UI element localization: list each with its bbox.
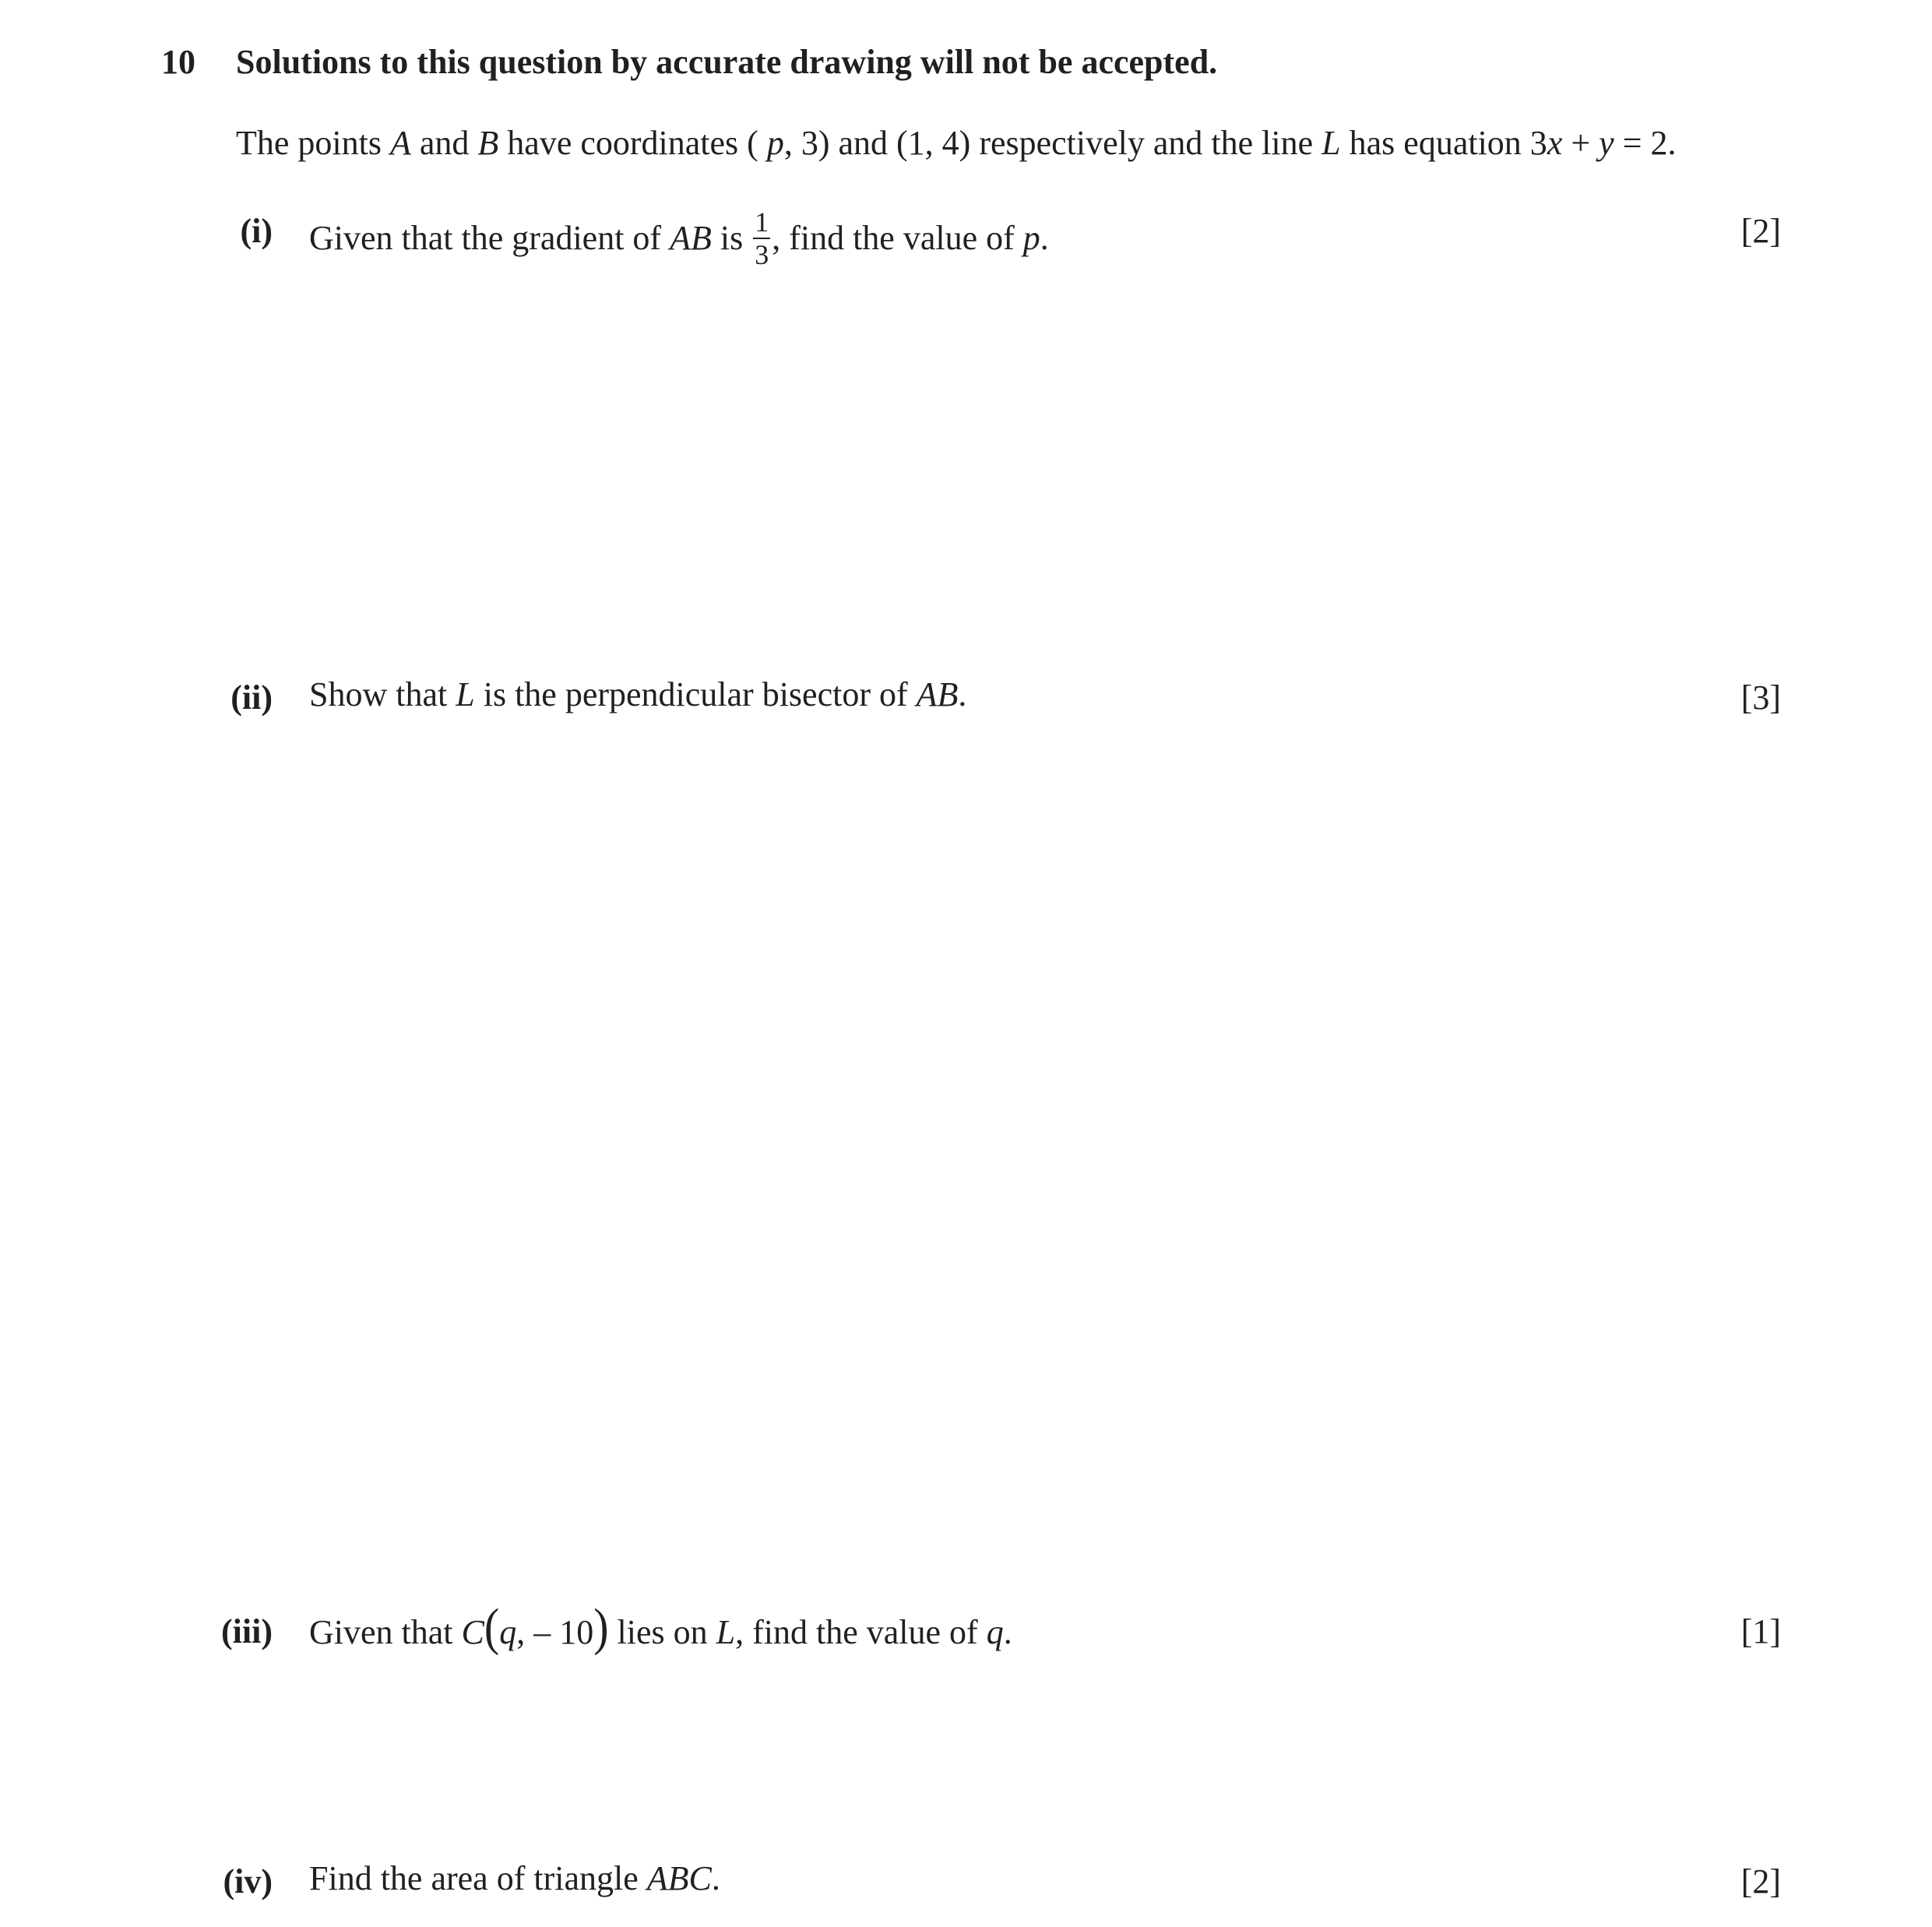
part-text: Show that	[309, 675, 456, 713]
fraction-numerator: 1	[755, 206, 769, 238]
point-c: C	[461, 1613, 484, 1651]
part-text: .	[711, 1859, 720, 1897]
variable-p: p	[1022, 219, 1040, 258]
point-a: A	[389, 124, 411, 162]
part-iv-marks: [2]	[1740, 1862, 1781, 1901]
variable-q: q	[499, 1613, 517, 1651]
triangle-abc: ABC	[646, 1859, 712, 1897]
intro-text: and	[410, 124, 478, 162]
left-paren: (	[484, 1598, 500, 1656]
part-text: .	[1003, 1613, 1012, 1651]
part-ii-marks: [3]	[1740, 678, 1781, 717]
question-instruction: Solutions to this question by accurate drawing will not be accepted.	[236, 43, 1218, 81]
part-text: , – 10	[516, 1613, 594, 1651]
intro-text: , 3) and (1, 4) respectively and the line	[783, 124, 1322, 162]
question-intro	[236, 126, 1677, 160]
variable-y: y	[1599, 124, 1614, 162]
part-i-label: (i)	[240, 212, 273, 250]
fraction-one-third	[753, 208, 770, 269]
equation-text: +	[1562, 124, 1599, 162]
fraction-denominator: 3	[755, 239, 769, 270]
variable-x: x	[1547, 124, 1563, 162]
question-number: 10	[161, 43, 195, 81]
variable-q: q	[986, 1613, 1004, 1651]
part-text: Given that	[309, 1613, 462, 1651]
part-iii-text	[309, 1598, 1012, 1656]
part-text: is the perpendicular bisector of	[474, 675, 917, 713]
line-l: L	[456, 675, 475, 713]
part-ii-label: (ii)	[231, 678, 273, 717]
part-text: , find the value of	[772, 219, 1023, 258]
segment-ab: AB	[670, 219, 712, 258]
part-ii-text	[309, 675, 967, 713]
part-iv-text	[309, 1859, 720, 1897]
intro-text: have coordinates (	[498, 124, 767, 162]
equation-text: has equation 3	[1340, 124, 1547, 162]
part-iii-label: (iii)	[221, 1612, 273, 1650]
part-i-text	[309, 206, 1049, 272]
line-l: L	[716, 1613, 736, 1651]
part-text: Given that the gradient of	[309, 219, 670, 258]
part-i-marks: [2]	[1740, 212, 1781, 250]
right-paren: )	[593, 1598, 609, 1656]
line-l: L	[1321, 124, 1341, 162]
part-iii-marks: [1]	[1740, 1612, 1781, 1650]
variable-p: p	[766, 124, 784, 162]
part-text: is	[711, 219, 752, 258]
part-text: , find the value of	[735, 1613, 987, 1651]
part-iv-label: (iv)	[223, 1862, 273, 1901]
intro-text: The points	[236, 124, 390, 162]
point-b: B	[477, 124, 499, 162]
segment-ab: AB	[916, 675, 959, 713]
equation-text: = 2.	[1614, 124, 1677, 162]
part-text: .	[1040, 219, 1049, 258]
part-text: lies on	[608, 1613, 716, 1651]
part-text: .	[958, 675, 967, 713]
part-text: Find the area of triangle	[309, 1859, 647, 1897]
